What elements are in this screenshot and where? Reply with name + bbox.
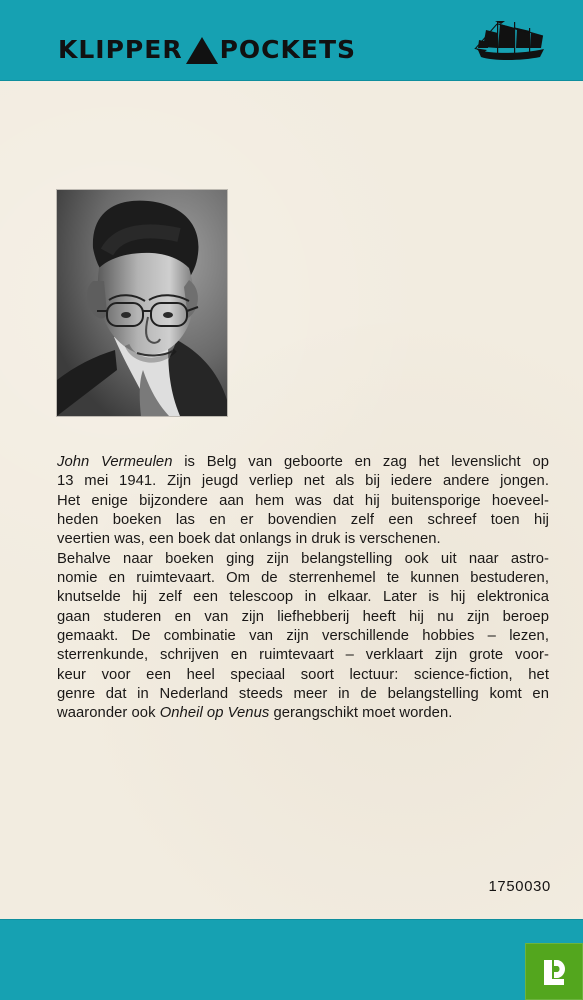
bio-line-10: gemaakt. De combinatie van zijn verschillende hobbies – lezen, bbox=[57, 628, 549, 645]
bio-line-3: Het enige bijzondere aan hem was dat hij buitensporige hoeveel- bbox=[57, 492, 549, 509]
book-title: Onheil op Venus bbox=[159, 705, 270, 722]
lastdodo-mark-icon bbox=[525, 943, 583, 1000]
catalog-number: 1750030 bbox=[488, 879, 551, 895]
bio-line-6: Behalve naar boeken ging zijn belangstelling ook uit naar astro- bbox=[57, 550, 549, 567]
author-photo-illustration bbox=[57, 190, 227, 416]
author-portrait bbox=[57, 190, 227, 416]
bio-line-2: 13 mei 1941. Zijn jeugd verliep net als bij iedere andere jongen. bbox=[57, 473, 549, 490]
author-biography bbox=[57, 453, 549, 724]
bio-line-14: waaronder ook Onheil op Venus gerangschikt moet worden. bbox=[57, 705, 453, 722]
brand-logo bbox=[58, 31, 356, 67]
brand-right-text: POCKETS bbox=[219, 34, 357, 64]
bio-line-12: keur voor een heel speciaal soort lectuur: science-fiction, het bbox=[57, 666, 549, 683]
bio-line-4: heden boeken las en er bovendien zelf een schreef toen hij bbox=[57, 512, 549, 529]
triangle-icon bbox=[185, 36, 219, 65]
bio-line-8: knutselde hij zelf een telescoop in elkaar. Later is hij elektronica bbox=[57, 589, 549, 606]
bio-line-7: nomie en ruimtevaart. Om de sterrenhemel te kunnen bestuderen, bbox=[57, 570, 549, 587]
bio-line-13: genre dat in Nederland steeds meer in de belangstelling komt en bbox=[57, 686, 549, 703]
bio-line-1 bbox=[57, 453, 549, 472]
bio-line-1-text: is Belg van geboorte en zag het levenslicht op bbox=[172, 454, 549, 470]
bottom-band bbox=[0, 919, 583, 1000]
bio-line-9: gaan studeren en van zijn liefhebberij heeft hij nu zijn beroep bbox=[57, 608, 549, 625]
top-band bbox=[0, 0, 583, 81]
bio-line-11: sterrenkunde, schrijven en ruimtevaart – verklaart zijn grote voor- bbox=[57, 647, 549, 664]
author-name: John Vermeulen bbox=[57, 454, 173, 470]
bio-line-5: veertien was, een boek dat onlangs in druk is verschenen. bbox=[57, 531, 441, 548]
brand-left-text: KLIPPER bbox=[58, 34, 183, 64]
ship-icon bbox=[471, 20, 551, 63]
